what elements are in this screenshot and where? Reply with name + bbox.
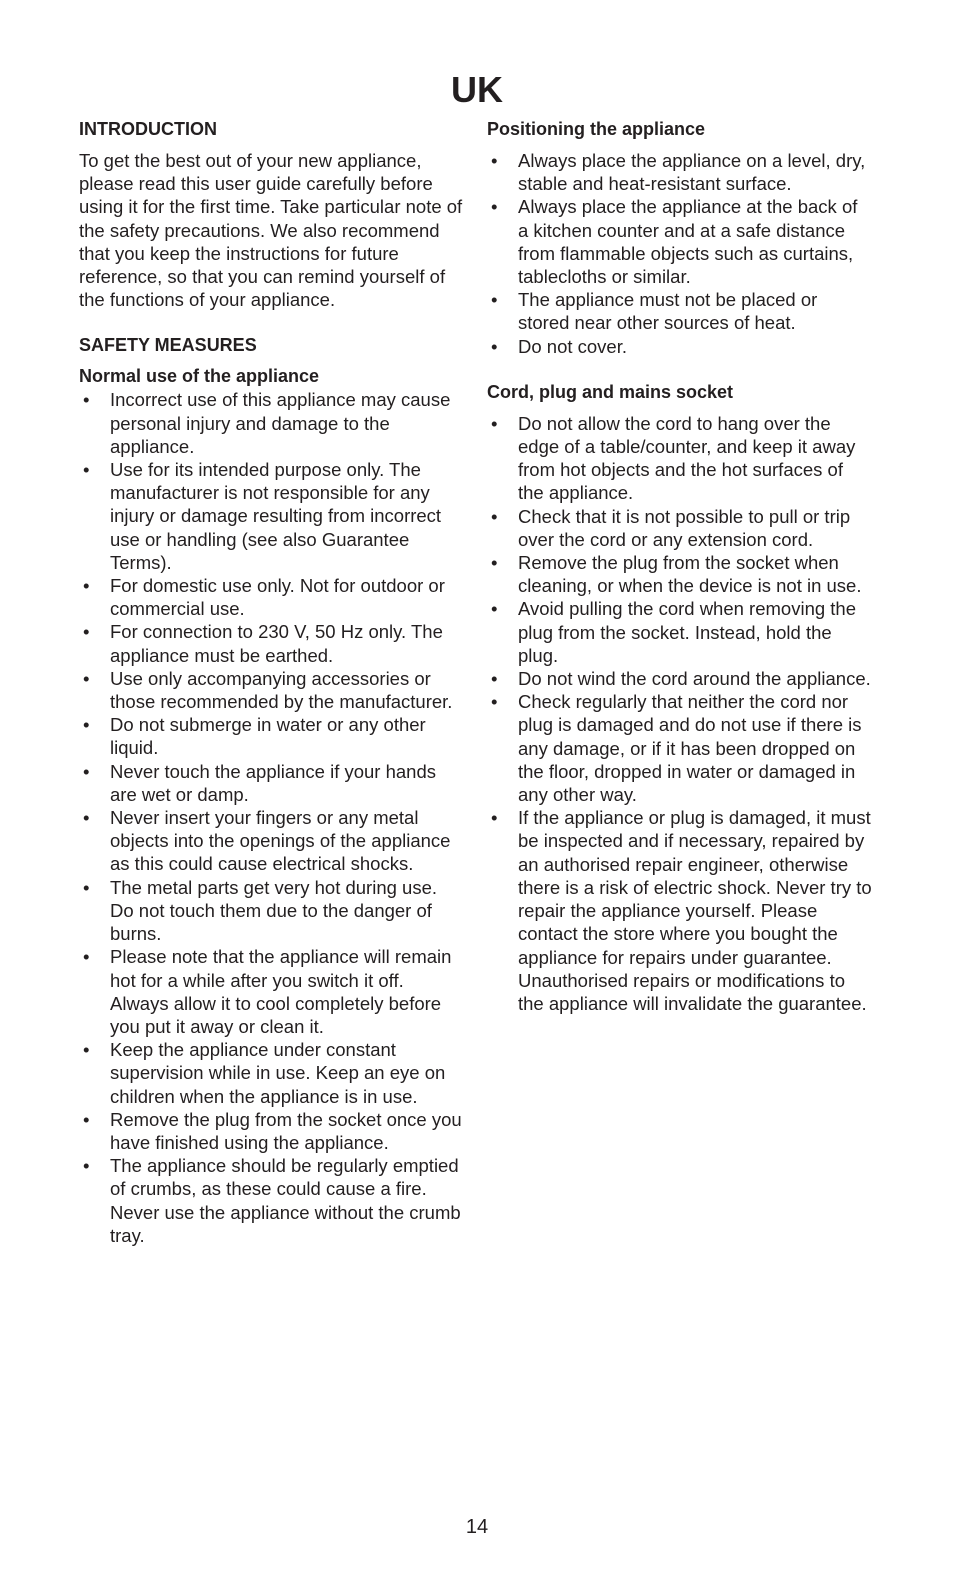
safety-measures-heading: SAFETY MEASURES [79, 335, 257, 356]
list-item: • Check regularly that neither the cord nor plug is damaged and do not use if there is any damage, or if it has been dropped on the floor, dropped in water or damaged in any other way. [487, 690, 872, 806]
cord-plug-heading: Cord, plug and mains socket [487, 381, 734, 402]
list-item: • Never insert your fingers or any metal objects into the openings of the appliance as this could cause electrical shocks. [79, 806, 464, 876]
positioning-list [487, 149, 872, 358]
list-item: • Keep the appliance under constant supervision while in use. Keep an eye on children when the appliance is in use. [79, 1038, 464, 1108]
list-item: • Remove the plug from the socket once you have finished using the appliance. [79, 1108, 464, 1154]
list-item: • The appliance must not be placed or stored near other sources of heat. [487, 288, 872, 334]
left-column [79, 118, 464, 1247]
cord-plug-list [487, 412, 872, 1015]
list-item: • Do not allow the cord to hang over the edge of a table/counter, and keep it away from hot objects and the hot surfaces of the appliance. [487, 412, 872, 505]
list-item: • Do not wind the cord around the appliance. [487, 667, 872, 690]
list-item: • Check that it is not possible to pull or trip over the cord or any extension cord. [487, 505, 872, 551]
list-item: • For domestic use only. Not for outdoor or commercial use. [79, 574, 464, 620]
list-item: • Always place the appliance on a level, dry, stable and heat-resistant surface. [487, 149, 872, 195]
list-item: • If the appliance or plug is damaged, it must be inspected and if necessary, repaired by an authorised repair engineer, otherwise there is a risk of electric shock. Never try to repair the appliance yourself. Please contact the store where you bought the appliance for repairs under guarantee. Unauthorised repairs or modifications to the appliance will invalidate the guarantee. [487, 806, 872, 1015]
list-item: • Always place the appliance at the back of a kitchen counter and at a safe distance from flammable objects such as curtains, tablecloths or similar. [487, 195, 872, 288]
list-item: • Please note that the appliance will remain hot for a while after you switch it off. Always allow it to cool completely before you put it away or clean it. [79, 945, 464, 1038]
positioning-heading: Positioning the appliance [487, 119, 706, 139]
list-item: • The appliance should be regularly emptied of crumbs, as these could cause a fire. Never use the appliance without the crumb tray. [79, 1154, 464, 1247]
list-item: • For connection to 230 V, 50 Hz only. The appliance must be earthed. [79, 620, 464, 666]
list-item: • Avoid pulling the cord when removing the plug from the socket. Instead, hold the plug. [487, 597, 872, 667]
introduction-heading: INTRODUCTION [79, 119, 217, 139]
list-item: • Never touch the appliance if your hands are wet or damp. [79, 760, 464, 806]
list-item: • Do not submerge in water or any other liquid. [79, 713, 464, 759]
introduction-body: To get the best out of your new appliance, please read this user guide carefully before using it for the first time. Take particular note of the safety precautions. We also recommend that you keep the instructions for future reference, so that you can remind yourself of the functions of your appliance. [79, 150, 463, 311]
list-item: • Use only accompanying accessories or those recommended by the manufacturer. [79, 667, 464, 713]
list-item: • Incorrect use of this appliance may cause personal injury and damage to the appliance. [79, 388, 464, 458]
page-title: UK [451, 69, 503, 110]
normal-use-list [79, 388, 464, 1247]
page-number: 14 [465, 1516, 489, 1538]
list-item: • The metal parts get very hot during use. Do not touch them due to the danger of burns. [79, 876, 464, 946]
right-column [487, 118, 872, 1015]
list-item: • Remove the plug from the socket when cleaning, or when the device is not in use. [487, 551, 872, 597]
list-item: • Use for its intended purpose only. The manufacturer is not responsible for any injury or damage resulting from incorrect use or handling (see also Guarantee Terms). [79, 458, 464, 574]
normal-use-heading: Normal use of the appliance [79, 366, 320, 387]
list-item: • Do not cover. [487, 335, 872, 358]
